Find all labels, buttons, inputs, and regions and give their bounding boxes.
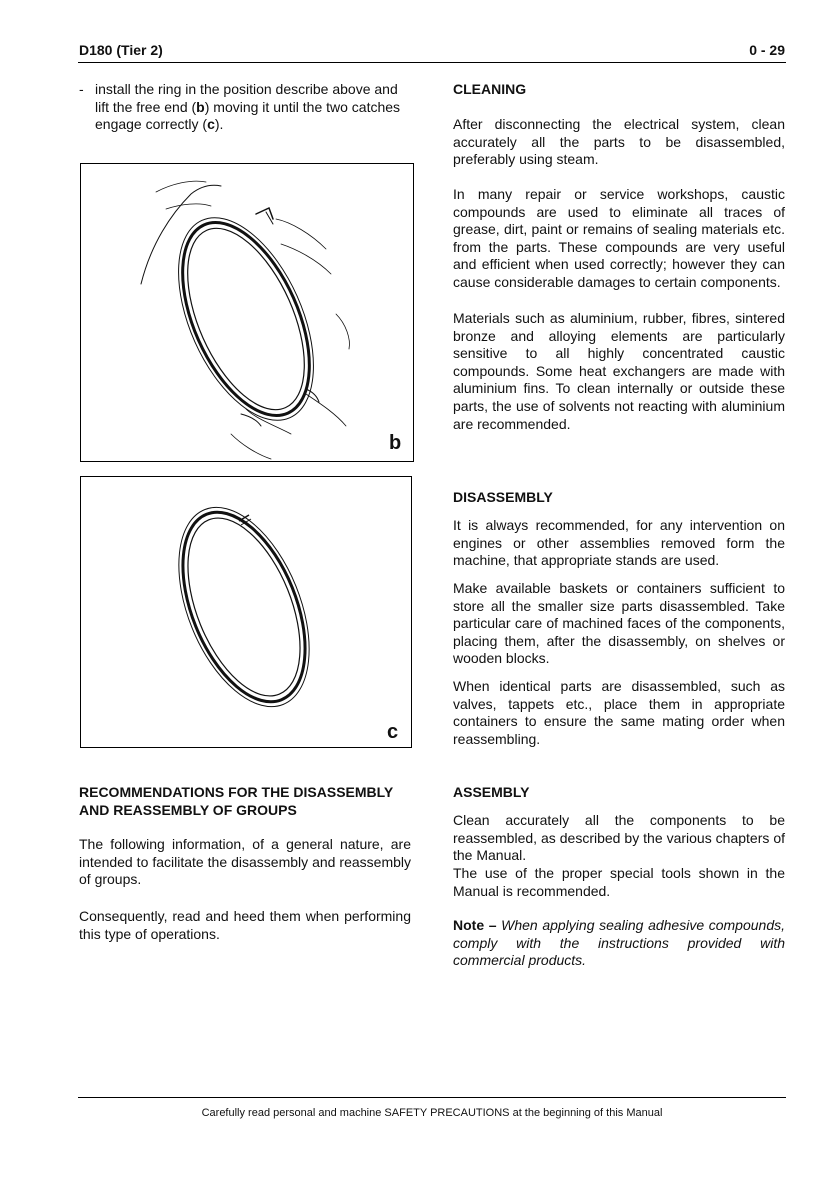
disassembly-paragraph-2: Make available baskets or containers sufficient to store all the smaller size parts disassembled. Take particular care of machined faces of the components, placing them, after the disassembly, on shelves or wooden blocks.	[453, 580, 785, 667]
bullet-text-part1: install the ring in the position describe above and lift the free end (	[95, 81, 398, 115]
bullet-ref-c: c	[207, 116, 215, 133]
ring-in-hands-illustration	[81, 164, 413, 461]
cleaning-paragraph-3: Materials such as aluminium, rubber, fibres, sintered bronze and alloying elements are particularly sensitive to all highly concentrated caustic compounds. Some heat exchangers are made with aluminium fins. To clean internally or outside these parts, the use of solvents not reacting with aluminium are recommended.	[453, 310, 785, 432]
recommendations-heading: RECOMMENDATIONS FOR THE DISASSEMBLY AND REASSEMBLY OF GROUPS	[79, 784, 393, 818]
bullet-marker: -	[79, 81, 84, 97]
recommendations-paragraph-2: Consequently, read and heed them when performing this type of operations.	[79, 908, 411, 942]
figure-c-label: c	[387, 721, 399, 743]
disassembly-paragraph-3: When identical parts are disassembled, such as valves, tappets etc., place them in appropriate containers to ensure the same mating order when reassembling.	[453, 678, 785, 747]
figure-b-label: b	[389, 432, 402, 454]
document-title: D180 (Tier 2)	[79, 42, 163, 58]
footer-divider	[78, 1097, 786, 1098]
footer-safety-notice: Carefully read personal and machine SAFETY PRECAUTIONS at the beginning of this Manual	[201, 1107, 663, 1119]
figure-b-ring-install	[80, 163, 414, 462]
cleaning-paragraph-2: In many repair or service workshops, caustic compounds are used to eliminate all traces of grease, dirt, paint or remains of sealing materials etc. from the parts. These compounds are very useful and efficient when used correctly; however they can cause considerable damages to certain components.	[453, 186, 785, 290]
bullet-text-part3: ).	[214, 116, 224, 133]
disassembly-paragraph-1: It is always recommended, for any intervention on engines or other assemblies removed form the machine, that appropriate stands are used.	[453, 517, 785, 569]
ring-illustration	[81, 477, 411, 747]
bullet-ref-b: b	[196, 98, 205, 115]
recommendations-paragraph-1: The following information, of a general nature, are intended to facilitate the disassembly and reassembly of groups.	[79, 836, 411, 888]
note-label: Note –	[453, 917, 497, 933]
assembly-heading: ASSEMBLY	[453, 784, 530, 800]
assembly-note	[453, 917, 785, 970]
page-number: 0 - 29	[749, 42, 785, 58]
cleaning-heading: CLEANING	[453, 81, 527, 97]
bullet-instruction	[95, 81, 413, 134]
assembly-paragraph-2: The use of the proper special tools shown in the Manual is recommended.	[453, 865, 785, 899]
header-divider	[78, 62, 786, 63]
cleaning-paragraph-1: After disconnecting the electrical system, clean accurately all the parts to be disassembled, preferably using steam.	[453, 116, 785, 168]
figure-c-ring-engaged	[80, 476, 412, 748]
assembly-paragraph-1: Clean accurately all the components to be reassembled, as described by the various chapters of the Manual.	[453, 812, 785, 864]
bullet-text-part2: ) moving it until the two catches engage correctly (	[95, 98, 401, 133]
note-text: When applying sealing adhesive compounds, comply with the instructions provided with commercial products.	[453, 917, 785, 969]
disassembly-heading: DISASSEMBLY	[453, 489, 553, 505]
